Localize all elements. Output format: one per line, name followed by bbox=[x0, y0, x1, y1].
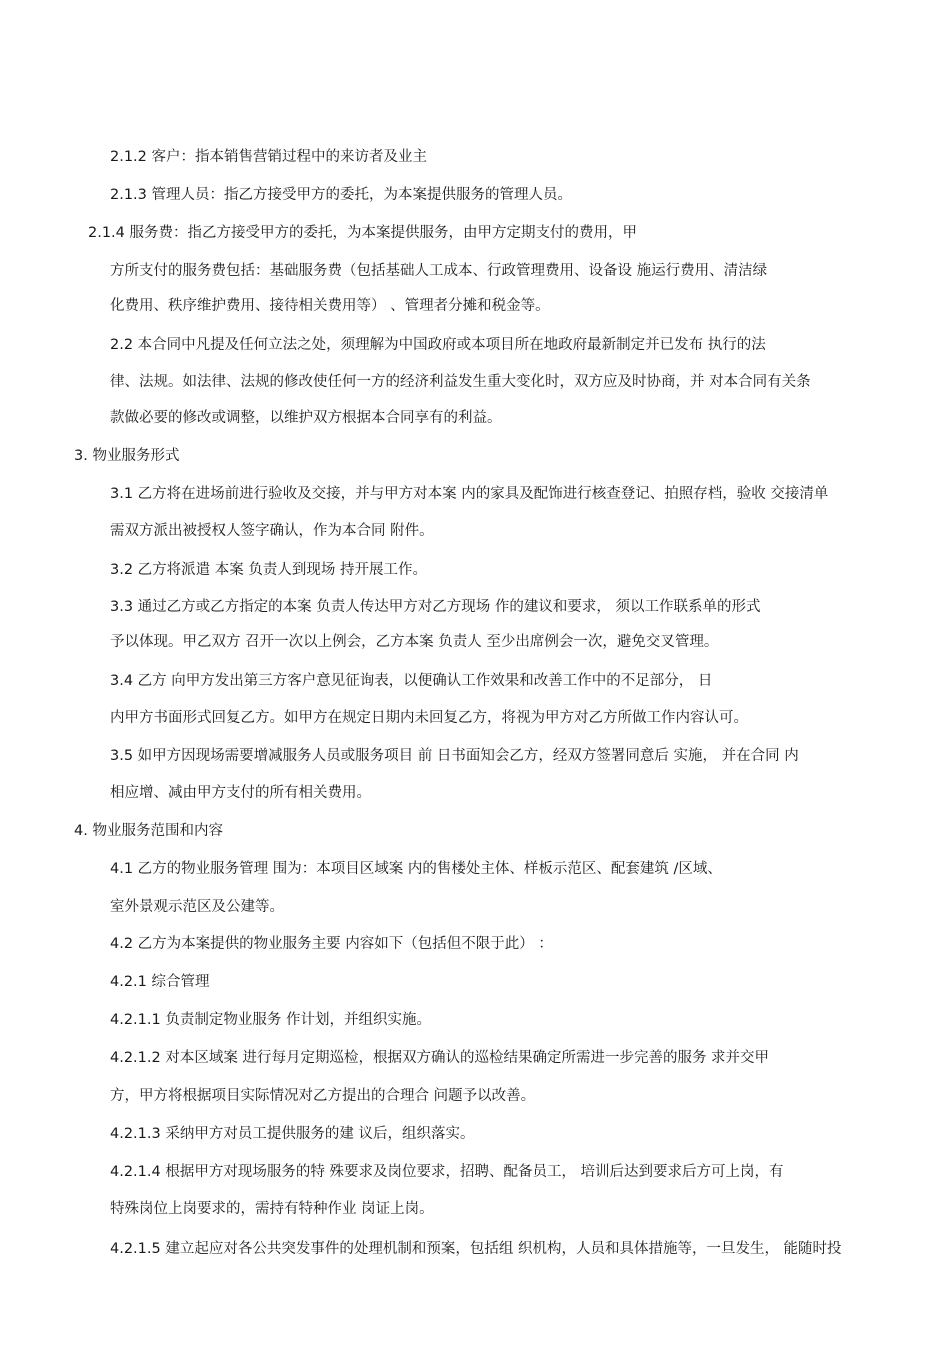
section-3-heading: 3. 物业服务形式 bbox=[74, 448, 180, 464]
clause-2-1-4-cont-1: 方所支付的服务费包括：基础服务费（包括基础人工成本、行政管理费用、设备设 施运行费用、清洁绿 bbox=[110, 263, 768, 279]
clause-3-4: 3.4 乙方 向甲方发出第三方客户意见征询表，以便确认工作效果和改善工作中的不足部分， 日 bbox=[110, 673, 713, 689]
clause-2-1-2: 2.1.2 客户：指本销售营销过程中的来访者及业主 bbox=[110, 149, 428, 165]
clause-3-4-cont: 内甲方书面形式回复乙方。如甲方在规定日期内未回复乙方，将视为甲方对乙方所做工作内容认可。 bbox=[110, 710, 748, 726]
clause-4-1: 4.1 乙方的物业服务管理 围为：本项目区域案 内的售楼处主体、样板示范区、配套建筑 /区域、 bbox=[110, 861, 722, 877]
clause-3-3: 3.3 通过乙方或乙方指定的本案 负责人传达甲方对乙方现场 作的建议和要求， 须以工作联系单的形式 bbox=[110, 599, 761, 615]
clause-3-3-cont: 予以体现。甲乙双方 召开一次以上例会，乙方本案 负责人 至少出席例会一次，避免交叉管理。 bbox=[110, 634, 719, 650]
clause-3-5-cont: 相应增、减由甲方支付的所有相关费用。 bbox=[110, 785, 371, 801]
clause-2-2-cont-2: 款做必要的修改或调整，以维护双方根据本合同享有的利益。 bbox=[110, 410, 502, 426]
clause-4-1-cont: 室外景观示范区及公建等。 bbox=[110, 899, 284, 915]
clause-3-1-cont: 需双方派出被授权人签字确认，作为本合同 附件。 bbox=[110, 523, 434, 539]
clause-2-1-3: 2.1.3 管理人员：指乙方接受甲方的委托，为本案提供服务的管理人员。 bbox=[110, 187, 573, 203]
clause-4-2-1-3: 4.2.1.3 采纳甲方对员工提供服务的建 议后，组织落实。 bbox=[110, 1126, 475, 1142]
clause-4-2-1-4: 4.2.1.4 根据甲方对现场服务的特 殊要求及岗位要求，招聘、配备员工， 培训后达到要求后方可上岗，有 bbox=[110, 1164, 784, 1180]
section-4-heading: 4. 物业服务范围和内容 bbox=[74, 823, 223, 839]
clause-4-2-1: 4.2.1 综合管理 bbox=[110, 974, 210, 990]
clause-3-5: 3.5 如甲方因现场需要增减服务人员或服务项目 前 日书面知会乙方，经双方签署同意后 实施， 并在合同 内 bbox=[110, 748, 799, 764]
clause-4-2-1-5: 4.2.1.5 建立起应对各公共突发事件的处理机制和预案，包括组 织机构，人员和具体措施等，一旦发生， 能随时投 bbox=[110, 1241, 842, 1257]
clause-4-2-1-2: 4.2.1.2 对本区域案 进行每月定期巡检，根据双方确认的巡检结果确定所需进一步完善的服务 求并交甲 bbox=[110, 1050, 770, 1066]
clause-2-2-cont-1: 律、法规。如法律、法规的修改使任何一方的经济利益发生重大变化时，双方应及时协商，并 对本合同有关条 bbox=[110, 374, 811, 390]
clause-4-2-1-1: 4.2.1.1 负责制定物业服务 作计划，并组织实施。 bbox=[110, 1012, 431, 1028]
clause-4-2-1-2-cont: 方，甲方将根据项目实际情况对乙方提出的合理合 问题予以改善。 bbox=[110, 1088, 536, 1104]
clause-2-1-4: 2.1.4 服务费：指乙方接受甲方的委托，为本案提供服务，由甲方定期支付的费用，甲 bbox=[88, 225, 638, 241]
clause-2-2: 2.2 本合同中凡提及任何立法之处，须理解为中国政府或本项目所在地政府最新制定并已发布 执行的法 bbox=[110, 337, 766, 353]
clause-4-2: 4.2 乙方为本案提供的物业服务主要 内容如下（包括但不限于此） ： bbox=[110, 936, 553, 952]
clause-3-2: 3.2 乙方将派遣 本案 负责人到现场 持开展工作。 bbox=[110, 562, 427, 578]
clause-4-2-1-4-cont: 特殊岗位上岗要求的，需持有特种作业 岗证上岗。 bbox=[110, 1201, 434, 1217]
clause-3-1: 3.1 乙方将在进场前进行验收及交接，并与甲方对本案 内的家具及配饰进行核查登记、拍照存档，验收 交接清单 bbox=[110, 486, 829, 502]
clause-2-1-4-cont-2: 化费用、秩序维护费用、接待相关费用等） 、管理者分摊和税金等。 bbox=[110, 298, 550, 314]
